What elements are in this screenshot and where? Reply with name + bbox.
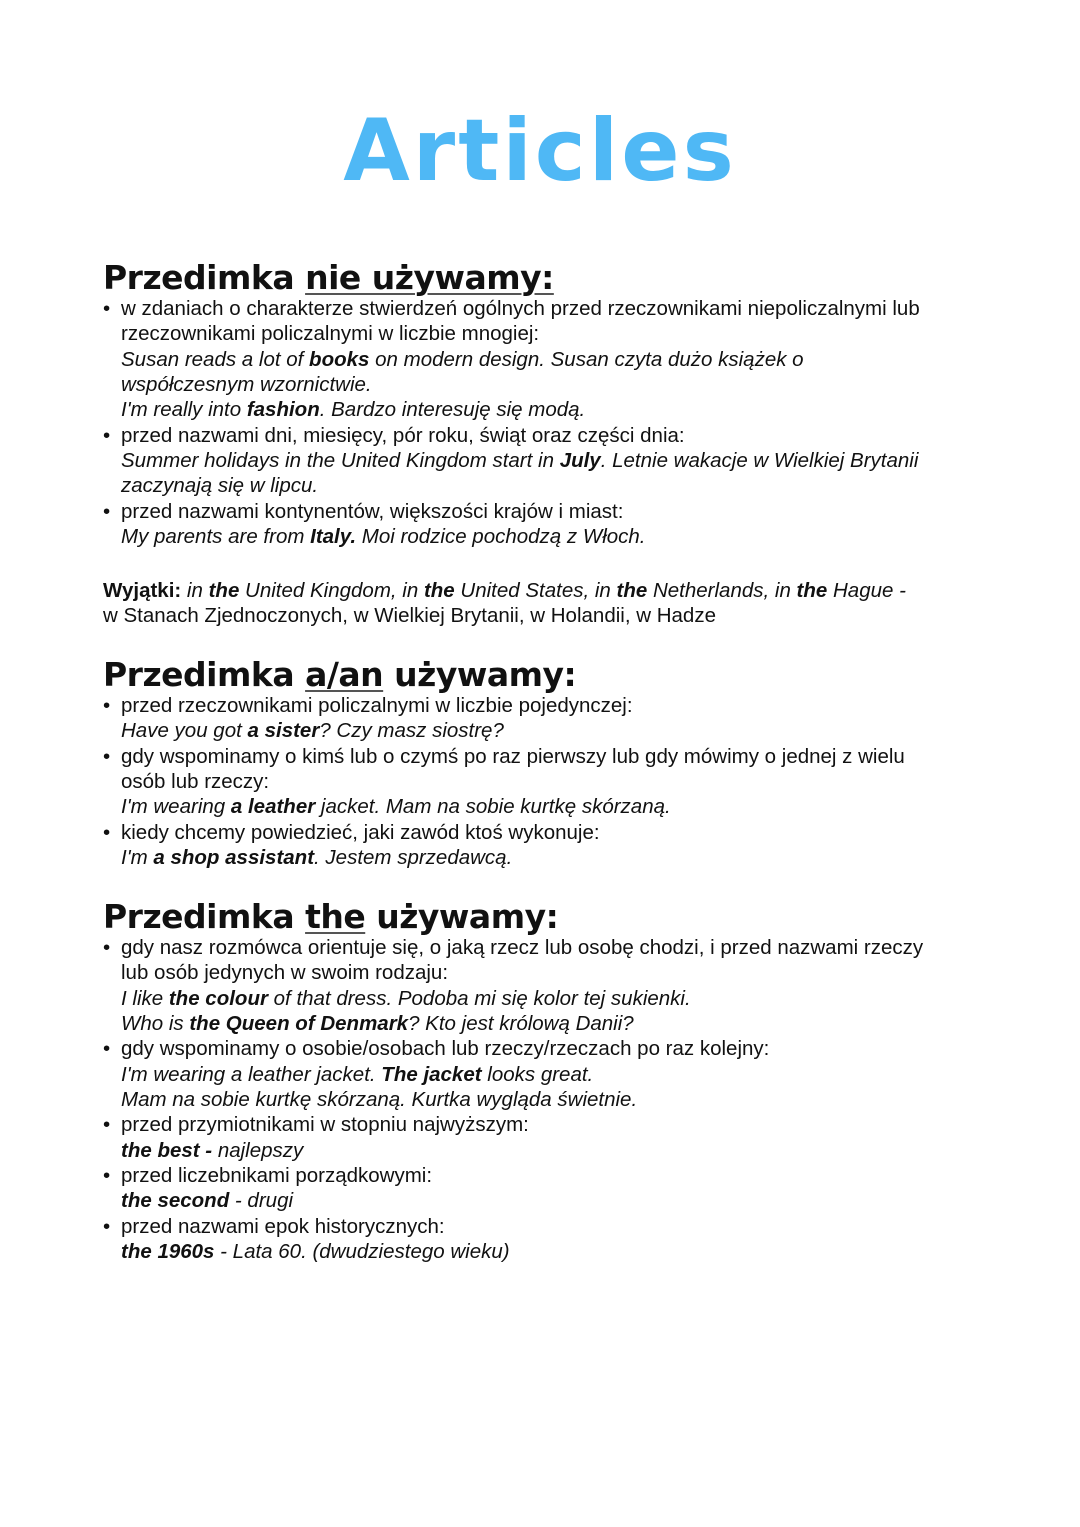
example-line: [103, 372, 1003, 397]
text-segment: . Letnie wakacje w Wielkiej Brytanii: [600, 449, 919, 473]
bullet-item: [103, 1036, 1003, 1112]
text-segment: przed nazwami epok historycznych:: [121, 1214, 445, 1238]
text-segment: Netherlands, in: [647, 579, 797, 602]
text-segment: ? Czy masz siostrę?: [319, 719, 504, 743]
highlighted-phrase: the colour: [168, 986, 268, 1010]
section-no-article: [103, 258, 1003, 549]
example-line: [103, 718, 1003, 743]
text-segment: jacket. Mam na sobie kurtkę skórzaną.: [315, 795, 671, 819]
highlighted-phrase: a sister: [247, 719, 320, 743]
text-segment: Summer holidays in the United Kingdom start in: [121, 449, 560, 473]
highlighted-phrase: the: [423, 579, 455, 602]
highlighted-phrase: the: [616, 579, 648, 602]
text-segment: looks great.: [481, 1062, 594, 1086]
example-line: [103, 448, 1003, 473]
text-segment: najlepszy: [212, 1138, 304, 1162]
highlighted-phrase: books: [309, 347, 370, 371]
rule-line: [103, 296, 1003, 321]
text-segment: gdy wspominamy o kimś lub o czymś po raz pierwszy lub gdy mówimy o jednej z wielu: [121, 744, 905, 768]
heading-text: Przedimka: [103, 897, 306, 936]
highlighted-phrase: the 1960s: [121, 1240, 215, 1264]
text-segment: . Jestem sprzedawcą.: [314, 846, 513, 870]
rule-line: [103, 499, 1003, 524]
example-line: [103, 397, 1003, 422]
highlighted-phrase: the best -: [121, 1138, 213, 1162]
highlighted-phrase: The jacket: [381, 1062, 482, 1086]
bullet-item: [103, 1214, 1003, 1265]
text-segment: Have you got: [121, 719, 248, 743]
text-segment: gdy wspominamy o osobie/osobach lub rzeczy/rzeczach po raz kolejny:: [121, 1037, 770, 1061]
text-segment: Who is: [121, 1012, 190, 1036]
text-segment: gdy nasz rozmówca orientuje się, o jaką rzecz lub osobę chodzi, i przed nazwami rzeczy: [121, 936, 924, 959]
bullet-icon: •: [103, 1037, 111, 1061]
heading-text: używamy:: [365, 897, 559, 936]
text-segment: ? Kto jest królową Danii?: [408, 1012, 634, 1036]
text-segment: I'm: [121, 846, 154, 870]
rule-line: [103, 1112, 1003, 1137]
text-segment: United Kingdom, in: [239, 579, 424, 602]
bullet-item: [103, 423, 1003, 499]
section-the: [103, 897, 1003, 1264]
bullet-item: [103, 499, 1003, 550]
bullet-icon: •: [103, 936, 111, 959]
text-segment: in: [181, 579, 209, 602]
bullet-item: [103, 693, 1003, 744]
text-segment: Hague -: [827, 579, 906, 602]
heading-text: używamy:: [383, 655, 577, 694]
highlighted-phrase: a shop assistant: [153, 846, 315, 870]
bullet-item: [103, 1112, 1003, 1163]
text-segment: Mam na sobie kurtkę skórzaną. Kurtka wygląda świetnie.: [121, 1088, 638, 1112]
bullet-icon: •: [103, 423, 111, 447]
bullet-icon: •: [103, 297, 111, 320]
bullet-icon: •: [103, 744, 111, 768]
rule-line: [103, 744, 1003, 769]
bullet-icon: •: [103, 820, 111, 844]
heading-text: Przedimka: [103, 655, 306, 694]
text-segment: I'm wearing: [121, 795, 231, 819]
bullet-item: [103, 1163, 1003, 1214]
bullet-icon: •: [103, 499, 111, 523]
rule-line: [103, 321, 1003, 346]
highlighted-phrase: the: [208, 579, 240, 602]
rule-line: [103, 960, 1003, 985]
text-segment: - drugi: [229, 1189, 294, 1213]
bullet-item: [103, 744, 1003, 820]
rule-line: [103, 820, 1003, 845]
example-line: [103, 986, 1003, 1011]
text-segment: przed nazwami dni, miesięcy, pór roku, świąt oraz części dnia:: [121, 423, 685, 447]
text-segment: . Bardzo interesuję się modą.: [319, 398, 586, 422]
heading-underlined: a/an: [305, 655, 384, 694]
text-segment: My parents are from: [121, 525, 311, 549]
bullet-icon: •: [103, 1214, 111, 1238]
text-segment: rzeczownikami policzalnymi w liczbie mnogiej:: [121, 322, 540, 346]
example-line: [103, 1062, 1003, 1087]
highlighted-phrase: fashion: [246, 398, 320, 422]
text-segment: I'm really into: [121, 398, 247, 422]
text-segment: I'm wearing a leather jacket.: [121, 1062, 382, 1086]
example-line: [103, 347, 1003, 372]
text-segment: Susan reads a lot of: [121, 347, 310, 371]
example-line: [103, 794, 1003, 819]
example-line: [103, 473, 1003, 498]
text-segment: lub osób jedynych w swoim rodzaju:: [121, 961, 449, 985]
rule-line: [103, 423, 1003, 448]
highlighted-phrase: Italy.: [310, 525, 357, 549]
heading-underlined: the: [305, 897, 366, 936]
highlighted-phrase: the: [796, 579, 828, 602]
heading-text: Przedimka: [103, 258, 306, 297]
example-line: [103, 845, 1003, 870]
text-segment: osób lub rzeczy:: [121, 770, 270, 794]
text-segment: przed liczebnikami porządkowymi:: [121, 1164, 433, 1188]
rule-line: [103, 935, 1003, 960]
example-line: [103, 1188, 1003, 1213]
example-line: [103, 524, 1003, 549]
text-segment: przed rzeczownikami policzalnymi w liczbie pojedynczej:: [121, 694, 633, 717]
heading-underlined: nie używamy:: [305, 258, 554, 297]
bullet-icon: •: [103, 1113, 111, 1137]
highlighted-phrase: the Queen of Denmark: [189, 1012, 409, 1036]
rule-line: [103, 1036, 1003, 1061]
rule-line: [103, 693, 1003, 718]
text-segment: przed nazwami kontynentów, większości krajów i miast:: [121, 499, 624, 523]
bullet-icon: •: [103, 694, 111, 717]
highlighted-phrase: a leather: [230, 795, 316, 819]
text-segment: of that dress. Podoba mi się kolor tej sukienki.: [267, 986, 691, 1010]
text-segment: - Lata 60. (dwudziestego wieku): [214, 1240, 510, 1264]
text-segment: zaczynają się w lipcu.: [121, 474, 319, 498]
text-segment: przed przymiotnikami w stopniu najwyższym:: [121, 1113, 529, 1137]
highlighted-phrase: the second: [121, 1189, 230, 1213]
bullet-icon: •: [103, 1164, 111, 1188]
bullet-item: [103, 296, 1003, 423]
exceptions-translation: w Stanach Zjednoczonych, w Wielkiej Brytanii, w Holandii, w Hadze: [103, 604, 716, 628]
bullet-item: [103, 820, 1003, 871]
text-segment: współczesnym wzornictwie.: [121, 373, 372, 397]
text-segment: w zdaniach o charakterze stwierdzeń ogólnych przed rzeczownikami niepoliczalnymi lub: [121, 297, 920, 320]
page-title: Articles: [343, 101, 737, 201]
example-line: [103, 1087, 1003, 1112]
exceptions-block: [103, 578, 906, 629]
section-heading: [103, 258, 1003, 296]
section-a-an: [103, 655, 1003, 870]
highlighted-phrase: July: [559, 449, 601, 473]
text-segment: Moi rodzice pochodzą z Włoch.: [356, 525, 646, 549]
example-line: [103, 1011, 1003, 1036]
section-heading: [103, 655, 1003, 693]
text-segment: United States, in: [454, 579, 617, 602]
section-heading: [103, 897, 1003, 935]
text-segment: I like: [121, 986, 169, 1010]
text-segment: kiedy chcemy powiedzieć, jaki zawód ktoś wykonuje:: [121, 820, 600, 844]
exceptions-label: Wyjątki:: [103, 579, 182, 602]
text-segment: on modern design. Susan czyta dużo książek o: [369, 347, 804, 371]
bullet-item: [103, 935, 1003, 1036]
example-line: [103, 1138, 1003, 1163]
example-line: [103, 1239, 1003, 1264]
rule-line: [103, 1214, 1003, 1239]
rule-line: [103, 1163, 1003, 1188]
rule-line: [103, 769, 1003, 794]
